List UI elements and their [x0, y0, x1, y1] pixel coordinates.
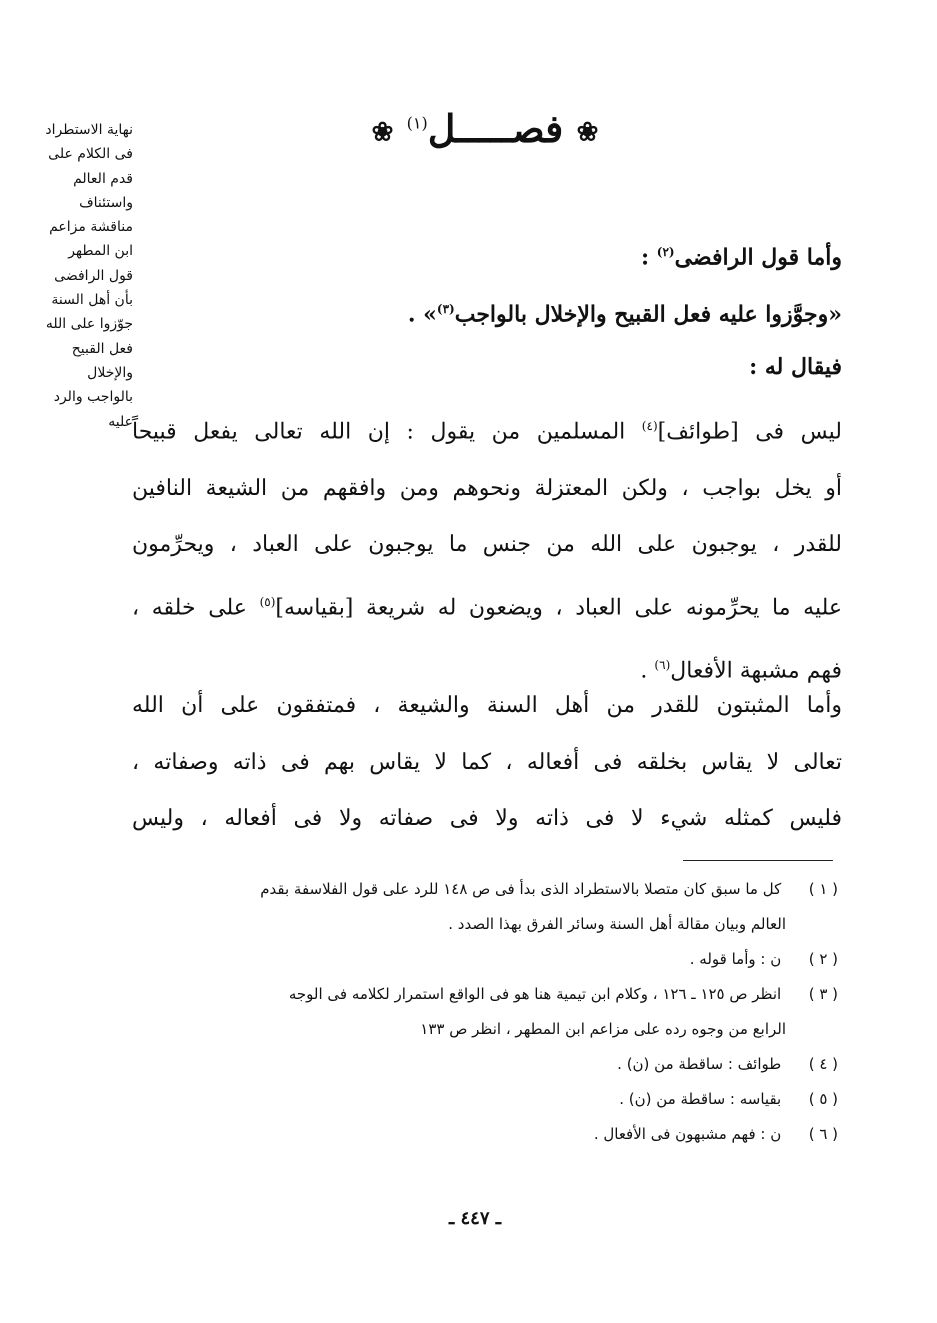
text-line: فهم مشبهة الأفعال$^{(٦)}$ . — [640, 657, 842, 683]
margin-note-line: فعل القبيح — [71, 340, 133, 357]
footnote-marker: (٦) — [654, 657, 671, 672]
footnote — [138, 1082, 838, 1117]
margin-note-line: قدم العالم — [73, 170, 133, 187]
footnote-continuation: العالم وبيان مقالة أهل السنة وسائر الفرق بهذا الصدد . — [448, 915, 786, 933]
text-line: فليس كمثله شيء لا فى ذاته ولا فى صفاته ولا فى أفعاله ، وليس — [132, 806, 842, 831]
footnote-number: ( ٢ ) — [808, 950, 838, 968]
quote-line — [132, 283, 842, 340]
text-line: وأما المثبتون للقدر من أهل السنة والشيعة ، فمتفقون على أن الله — [132, 693, 842, 718]
text-line: أو يخل بواجب ، ولكن المعتزلة ونحوهم ومن وافقهم من الشيعة النافين — [132, 475, 842, 501]
margin-note-line: والإخلال — [87, 364, 133, 381]
margin-note-line: ابن المطهر — [68, 243, 133, 260]
quote-text: «وجوَّزوا عليه فعل القبيح والإخلال بالواجب — [454, 301, 842, 328]
ornament-icon: ❀ — [371, 117, 394, 148]
footnote — [138, 977, 838, 1012]
footnote-divider — [683, 860, 833, 861]
footnote — [138, 872, 838, 907]
footnotes — [138, 872, 838, 1152]
footnote-marker: (٣) — [436, 302, 455, 317]
margin-note-line: واستئناف — [79, 194, 133, 211]
footnote-number: ( ٤ ) — [808, 1055, 838, 1073]
margin-note-line: قول الرافضى — [54, 267, 133, 284]
paragraph-1 — [132, 398, 842, 699]
quote-text: وأما قول الرافضى — [674, 244, 842, 271]
quote-text: فيقال له : — [749, 353, 842, 380]
footnote-text: كل ما سبق كان متصلا بالاستطراد الذى بدأ فى ص ١٤٨ للرد على قول الفلاسفة بقدم — [260, 880, 782, 898]
footnote-marker: (٢) — [656, 245, 675, 259]
footnote-number: ( ٣ ) — [808, 985, 838, 1003]
margin-note-line: بأن أهل السنة — [51, 292, 133, 309]
text-line: للقدر ، يوجبون على الله من جنس ما يوجبون على العباد ، ويحرِّمون — [132, 532, 842, 558]
footnote — [138, 942, 838, 977]
text-line: تعالى لا يقاس بخلقه فى أفعاله ، كما لا يقاس بهم فى ذاته وصفاته ، — [132, 749, 842, 775]
margin-note — [13, 118, 133, 434]
footnote — [138, 1047, 838, 1082]
text-line: عليه ما يحرِّمونه على العباد ، ويضعون له شريعة [بقياسه]$^{(٥)}$ على خلقه ، — [132, 594, 842, 621]
margin-note-line: عليه — [108, 413, 133, 430]
quote-line — [132, 226, 842, 283]
margin-note-line: فى الكلام على — [48, 146, 133, 163]
ornament-icon: ❀ — [576, 117, 599, 148]
footnote-number: ( ٦ ) — [808, 1125, 838, 1143]
footnote-marker: (٤) — [641, 419, 658, 433]
footnote-number: ( ٥ ) — [808, 1090, 838, 1108]
margin-note-line: مناقشة مزاعم — [49, 219, 133, 236]
section-heading — [360, 106, 610, 166]
footnote-text: ن : وأما قوله . — [689, 950, 782, 968]
text-line: ليس فى [طوائف]$^{(٤)}$ المسلمين من يقول : إن الله تعالى يفعل قبيحاً — [132, 419, 842, 445]
footnote-text: انظر ص ١٢٥ ـ ١٢٦ ، وكلام ابن تيمية هنا هو فى الواقع استمرار لكلامه فى الوجه — [288, 985, 782, 1003]
footnote-marker: (٥) — [259, 594, 276, 609]
quote-block — [132, 226, 842, 393]
margin-note-line: جوّزوا على الله — [45, 316, 133, 333]
footnote-text: بقياسه : ساقطة من (ن) . — [619, 1090, 782, 1108]
margin-note-line: نهاية الاستطراد — [45, 122, 133, 138]
margin-note-line: بالواجب والرد — [53, 389, 133, 406]
quote-text: : — [640, 244, 657, 271]
quote-text: » . — [407, 301, 437, 328]
section-title: فصـــــل — [427, 106, 564, 151]
page-number: ـ ٤٤٧ ـ — [448, 1208, 502, 1229]
footnote-number: ( ١ ) — [808, 880, 838, 898]
footnote-continuation: الرابع من وجوه رده على مزاعم ابن المطهر ، انظر ص ١٣٣ — [420, 1020, 786, 1038]
footnote-text: ن : فهم مشبهون فى الأفعال . — [593, 1125, 782, 1143]
footnote-text: طوائف : ساقطة من (ن) . — [617, 1055, 782, 1073]
quote-line — [132, 341, 842, 393]
paragraph-2 — [132, 678, 842, 848]
footnote — [138, 1117, 838, 1152]
footnote-marker: (١) — [406, 113, 428, 133]
